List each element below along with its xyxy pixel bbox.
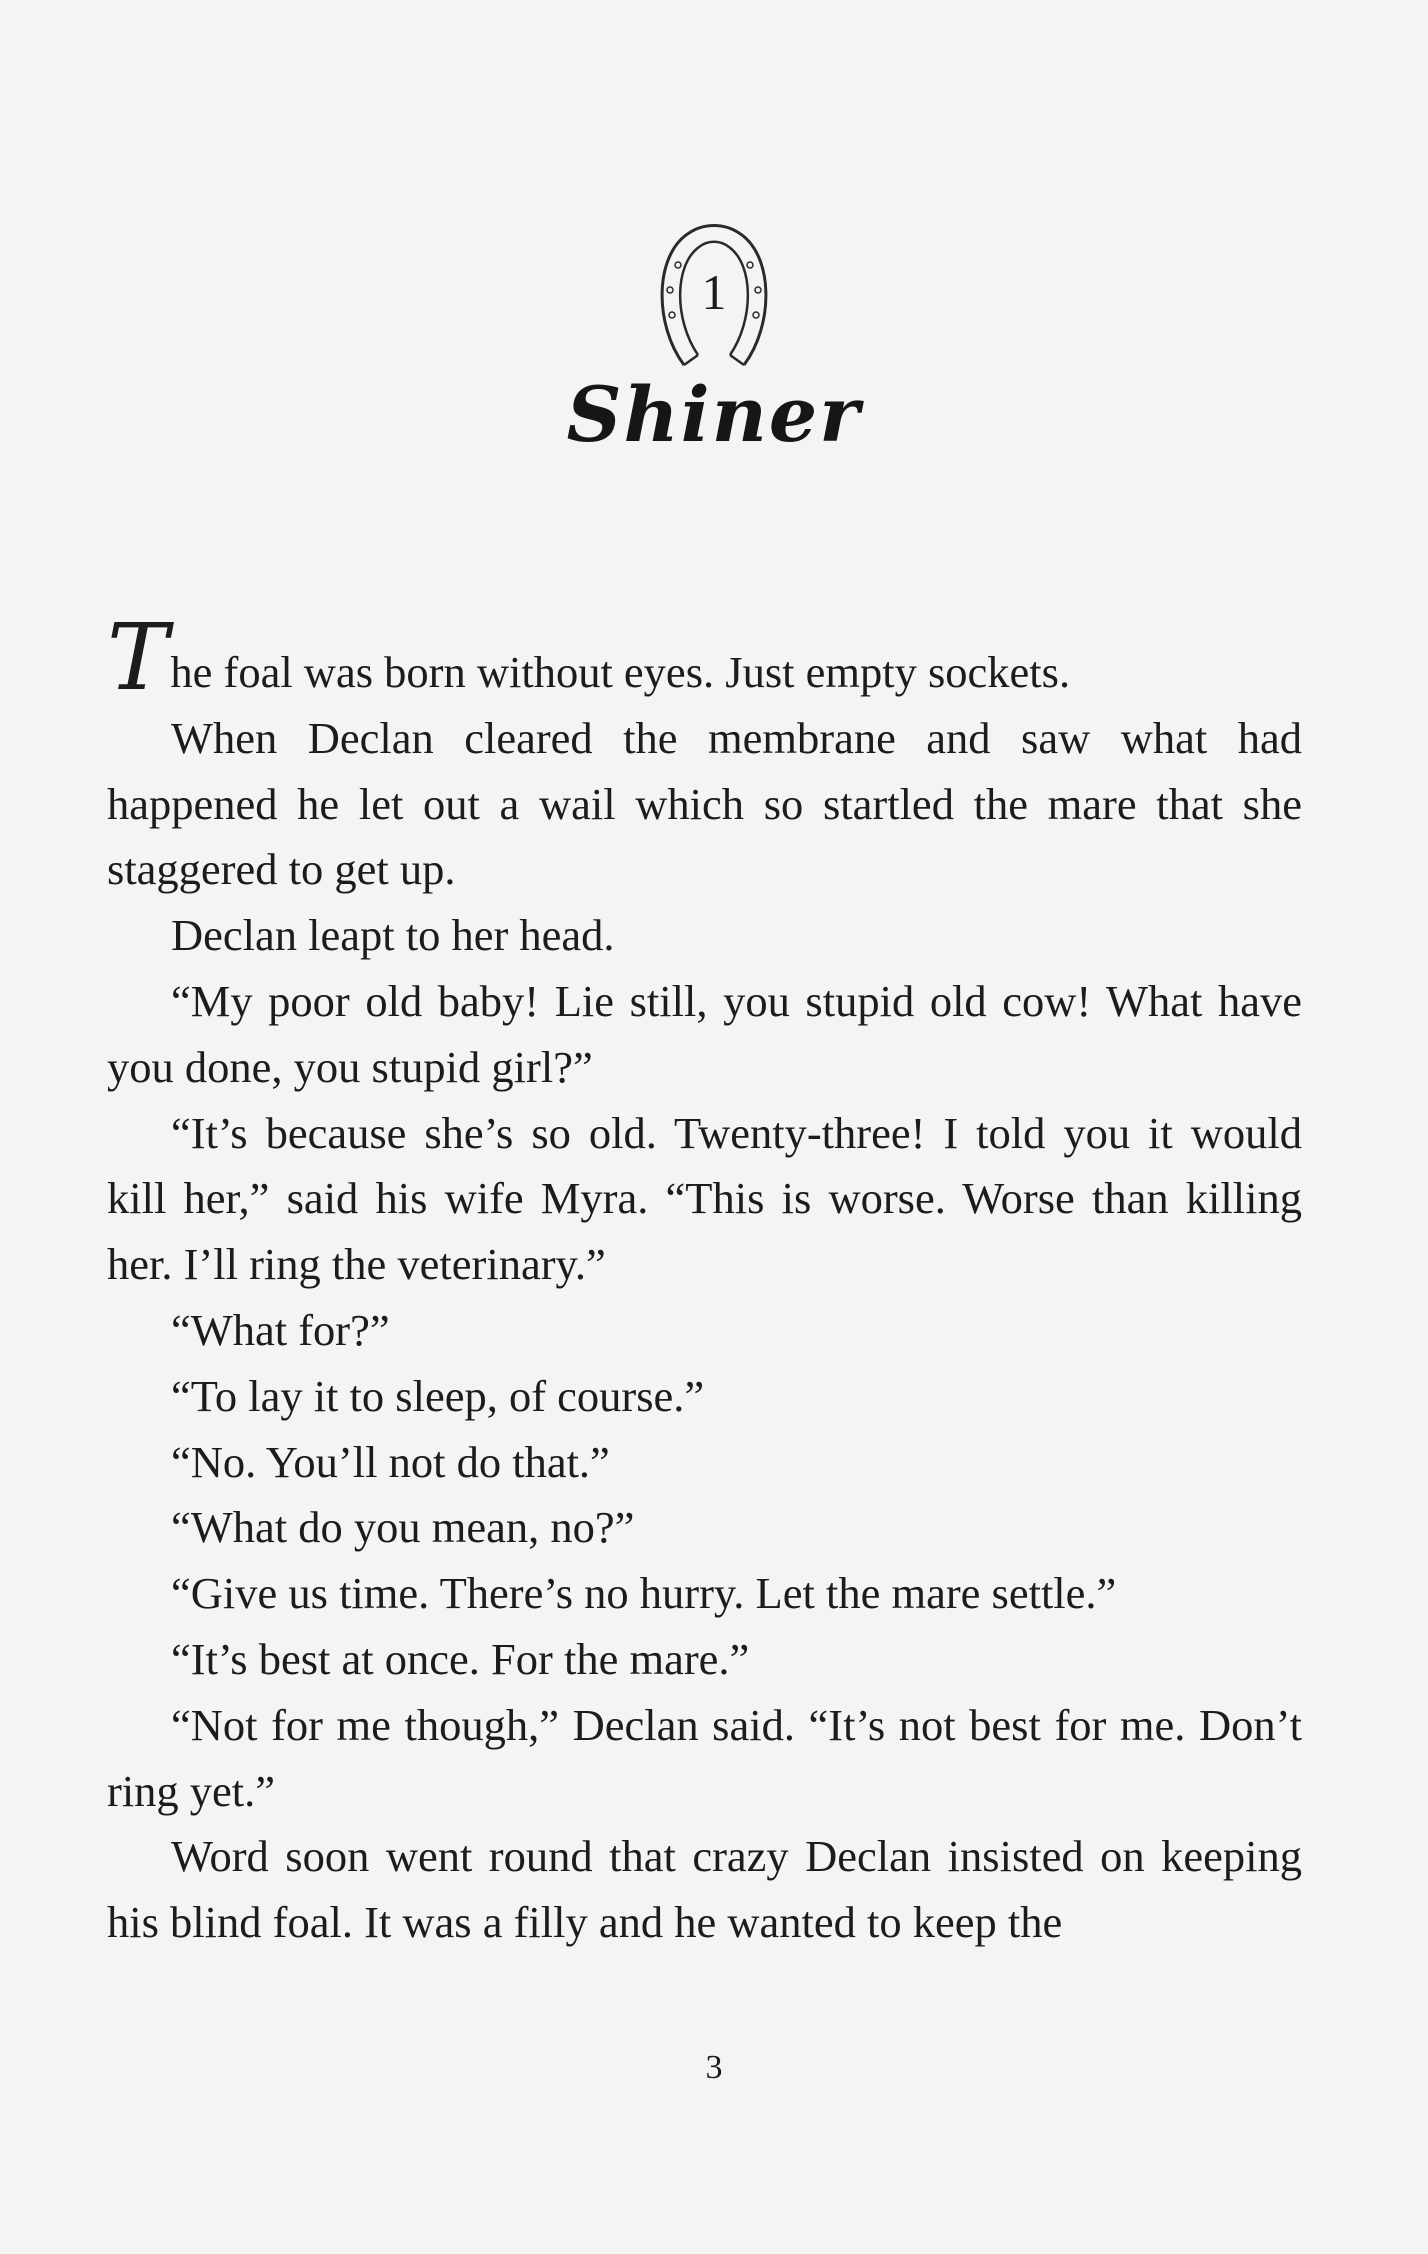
page-number: 3 — [705, 2049, 723, 2086]
chapter-title: Shiner — [566, 370, 862, 459]
drop-cap: T — [107, 604, 169, 711]
paragraph: Declan leapt to her head. — [171, 910, 615, 961]
chapter-number: 1 — [701, 264, 727, 320]
chapter-body — [107, 604, 1302, 1956]
paragraph — [107, 604, 1302, 711]
paragraph: “Not for me though,” Declan said. “It’s not best for me. Don’t ring yet.” — [107, 1699, 1302, 1816]
paragraph: “It’s because she’s so old. Twenty-three! I told you it would kill her,” said his wife Myra. “This is worse. Worse than killing her. I’ll ring the veterinary.” — [107, 1107, 1302, 1290]
paragraph: When Declan cleared the membrane and saw what had happened he let out a wail which so startled the mare that she staggered to get up. — [107, 712, 1302, 895]
paragraph: “My poor old baby! Lie still, you stupid old cow! What have you done, you stupid girl?” — [107, 975, 1302, 1092]
paragraph: “What do you mean, no?” — [171, 1502, 635, 1553]
paragraph: Word soon went round that crazy Declan insisted on keeping his blind foal. It was a filly and he wanted to keep the — [107, 1831, 1302, 1948]
horseshoe-icon — [644, 215, 784, 370]
paragraph: “To lay it to sleep, of course.” — [171, 1370, 705, 1421]
paragraph: “Give us time. There’s no hurry. Let the mare settle.” — [171, 1568, 1117, 1619]
paragraph: “What for?” — [171, 1304, 390, 1355]
paragraph: “It’s best at once. For the mare.” — [171, 1633, 750, 1684]
paragraph-text: he foal was born without eyes. Just empty sockets. — [170, 647, 1071, 697]
chapter-header — [0, 215, 1428, 370]
paragraph: “No. You’ll not do that.” — [171, 1436, 610, 1487]
